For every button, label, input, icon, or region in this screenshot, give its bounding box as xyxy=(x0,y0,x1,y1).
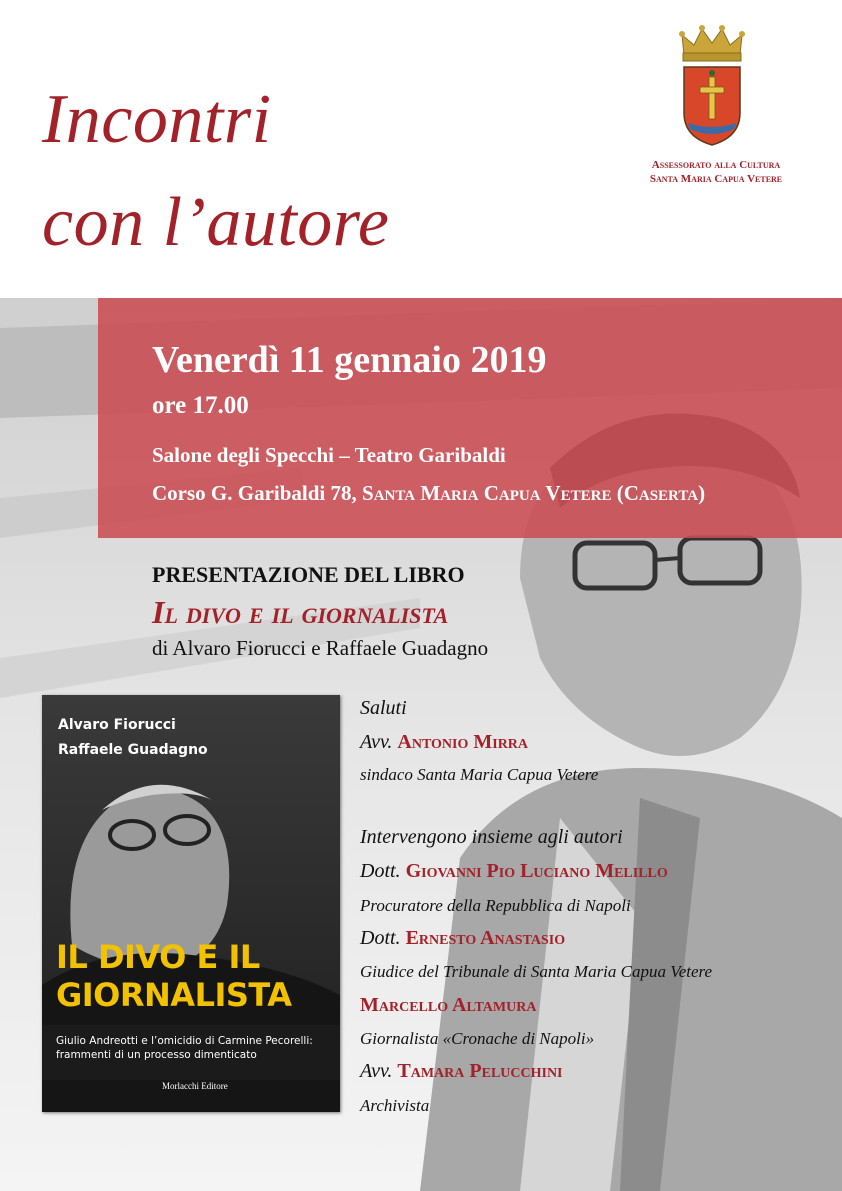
greetings-label: Saluti xyxy=(360,697,407,719)
speakers-label: Intervengono insieme agli autori xyxy=(360,826,623,848)
book-cover-author-2: Raffaele Guadagno xyxy=(58,742,208,758)
book-cover-publisher: Morlacchi Editore xyxy=(162,1081,228,1091)
speaker-row xyxy=(360,927,565,950)
book-cover-title-1: IL DIVO E IL xyxy=(56,938,260,976)
presentation-heading: PRESENTAZIONE DEL LIBRO xyxy=(152,562,465,587)
assessorato-label xyxy=(600,158,832,186)
speaker-prefix: Dott. xyxy=(360,860,401,882)
speaker-role: Giornalista «Cronache di Napoli» xyxy=(360,1029,595,1048)
speaker-row xyxy=(360,1060,563,1083)
book-cover-title-2: GIORNALISTA xyxy=(56,976,292,1014)
speaker-prefix: Dott. xyxy=(360,927,401,949)
speaker-name: Marcello Altamura xyxy=(360,994,537,1016)
municipal-crest-icon xyxy=(676,25,748,149)
speaker-row xyxy=(360,994,536,1017)
book-cover-subtitle-2: frammenti di un processo dimenticato xyxy=(56,1049,257,1061)
book-title: Il divo e il giornalista xyxy=(152,594,449,630)
event-venue: Salone degli Specchi – Teatro Garibaldi xyxy=(152,443,506,467)
speaker-prefix: Avv. xyxy=(360,731,393,753)
event-address-street: Corso G. Garibaldi 78, xyxy=(152,481,357,505)
book-authors: di Alvaro Fiorucci e Raffaele Guadagno xyxy=(152,636,489,660)
speaker-row xyxy=(360,860,668,883)
title-line-2: con l’autore xyxy=(42,184,390,261)
title-line-1: Incontri xyxy=(42,81,272,158)
event-time: ore 17.00 xyxy=(152,392,249,419)
speaker-name: Giovanni Pio Luciano Melillo xyxy=(405,860,668,882)
assessorato-line-1: Assessorato alla Cultura xyxy=(651,159,781,171)
speaker-prefix: Avv. xyxy=(360,1060,393,1082)
speaker-name: Antonio Mirra xyxy=(397,731,529,753)
book-cover-author-1: Alvaro Fiorucci xyxy=(58,717,176,733)
event-address xyxy=(152,481,705,506)
speaker-row xyxy=(360,731,528,754)
event-address-city: Santa Maria Capua Vetere (Caserta) xyxy=(362,481,706,505)
assessorato-line-2: Santa Maria Capua Vetere xyxy=(649,173,783,185)
speaker-role: Archivista xyxy=(360,1096,430,1115)
event-date: Venerdì 11 gennaio 2019 xyxy=(152,339,547,381)
speaker-name: Ernesto Anastasio xyxy=(405,927,566,949)
speaker-name: Tamara Pelucchini xyxy=(397,1060,563,1082)
book-cover-subtitle-1: Giulio Andreotti e l’omicidio di Carmine Pecorelli: xyxy=(56,1035,313,1047)
speaker-role: Procuratore della Repubblica di Napoli xyxy=(360,896,631,915)
speaker-role: Giudice del Tribunale di Santa Maria Capua Vetere xyxy=(360,962,713,981)
book-cover xyxy=(42,695,340,1112)
speaker-role: sindaco Santa Maria Capua Vetere xyxy=(360,765,599,784)
